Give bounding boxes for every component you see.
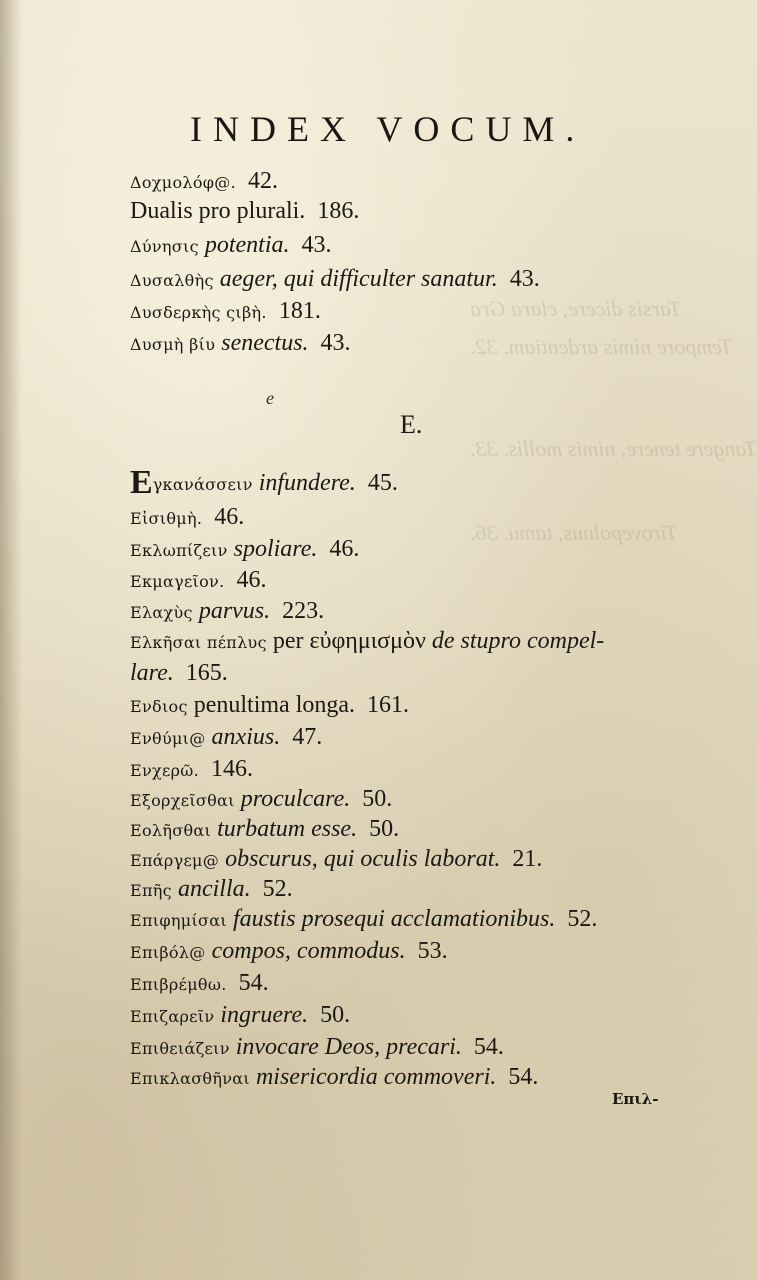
page-reference: 50.: [320, 1002, 351, 1028]
show-through-text: Tarsis dicere, clara Gra: [470, 296, 682, 321]
index-entry: [130, 690, 409, 722]
greek-headword: Δυσμὴ βίυ: [130, 335, 216, 354]
greek-headword: Εἰσιθμὴ.: [130, 509, 203, 528]
greek-headword: Επιβόλ@: [130, 943, 206, 962]
page-reference: 46.: [329, 536, 360, 562]
index-entry: [130, 464, 398, 501]
latin-gloss: potentia.: [204, 232, 290, 258]
page-reference: 165.: [185, 660, 228, 686]
page-reference: 54.: [473, 1034, 504, 1060]
page-reference: 181.: [278, 298, 321, 324]
greek-headword: Επιθειάζειν: [130, 1039, 230, 1058]
index-entry: [130, 1032, 504, 1064]
page-reference: 21.: [512, 846, 543, 872]
latin-gloss: compos, commodus.: [211, 938, 406, 964]
index-entry: [130, 296, 321, 328]
roman-gloss: penultima longa.: [193, 692, 356, 718]
index-entry: [130, 1062, 538, 1094]
greek-headword: Επῆς: [130, 881, 172, 900]
index-entry: [130, 502, 244, 534]
latin-gloss: turbatum esse.: [217, 816, 358, 842]
page-reference: 50.: [369, 816, 400, 842]
index-entry: [130, 904, 597, 936]
page-reference: 54.: [508, 1064, 539, 1090]
latin-gloss: anxius.: [211, 724, 281, 750]
page-reference: 47.: [292, 724, 323, 750]
roman-gloss: per εὐφημισμὸν: [272, 628, 426, 654]
page-reference: 54.: [238, 970, 269, 996]
index-entry: [130, 565, 266, 597]
greek-headword: Δυσαλθὴς: [130, 271, 214, 290]
greek-headword: Ενδιος: [130, 697, 188, 716]
index-entry: [130, 814, 399, 846]
latin-gloss: lare.: [130, 660, 174, 686]
latin-gloss: faustis prosequi acclamationibus.: [232, 906, 556, 932]
greek-headword: Δυσδερκὴς ςιβὴ.: [130, 303, 267, 322]
greek-headword: Δοχμολόφ@.: [130, 173, 236, 192]
greek-headword: Επιζαρεῖν: [130, 1007, 215, 1026]
page-reference: 46.: [214, 504, 245, 530]
index-entry: [130, 264, 540, 296]
greek-headword: Δύνησις: [130, 237, 199, 256]
catchword: Επιλ-: [612, 1090, 659, 1108]
greek-headword: Εολῆσθαι: [130, 821, 212, 840]
index-entry: [130, 626, 604, 658]
page-reference: 223.: [282, 598, 325, 624]
latin-gloss: parvus.: [198, 598, 271, 624]
page-reference: 52.: [262, 876, 293, 902]
page-reference: 45.: [367, 470, 398, 496]
page-reference: 43.: [301, 232, 332, 258]
stray-mark: e: [266, 388, 274, 408]
page-reference: 50.: [362, 786, 393, 812]
running-head: INDEX VOCUM.: [190, 109, 586, 149]
page-reference: 46.: [236, 567, 267, 593]
greek-headword: Επιβρέμθω.: [130, 975, 227, 994]
latin-gloss: ingruere.: [220, 1002, 309, 1028]
latin-gloss: senectus.: [221, 330, 309, 356]
show-through-text: Tempore nimis ardentiam. 32.: [470, 334, 733, 359]
latin-gloss: spoliare.: [233, 536, 318, 562]
index-entry: [130, 754, 253, 786]
latin-gloss: proculcare.: [240, 786, 351, 812]
spine-shadow: [0, 0, 22, 1280]
latin-gloss: de stupro compel-: [431, 628, 605, 654]
latin-gloss: misericordia commoveri.: [255, 1064, 497, 1090]
greek-headword: Επάργεμ@: [130, 851, 220, 870]
page-reference: 161.: [367, 692, 410, 718]
index-entry: [130, 874, 293, 906]
greek-headword: Ενχερῶ.: [130, 761, 200, 780]
page-reference: 42.: [247, 168, 278, 194]
index-entry: [130, 936, 448, 968]
greek-headword: Ελαχὺς: [130, 603, 193, 622]
index-entry: [130, 968, 269, 1000]
index-entry: [130, 166, 278, 198]
greek-headword: Επιφημίσαι: [130, 911, 227, 930]
index-entry: [130, 534, 359, 566]
greek-headword: Εκμαγεῖον.: [130, 572, 225, 591]
initial-letter: E: [130, 464, 153, 501]
roman-gloss: Dualis pro plurali.: [130, 198, 306, 224]
index-entry: [130, 230, 332, 262]
index-entry: [130, 844, 542, 876]
index-entry: [130, 596, 324, 628]
greek-headword: Επικλασθῆναι: [130, 1069, 250, 1088]
index-entry: [130, 784, 392, 816]
index-entry: [130, 196, 359, 226]
index-entry-continuation: [130, 658, 228, 688]
page-reference: 146.: [211, 756, 254, 782]
page-reference: 186.: [317, 198, 360, 224]
show-through-text: Tangere tenere, nimis mollis. 33.: [470, 436, 757, 461]
latin-gloss: infundere.: [258, 470, 356, 496]
page-reference: 43.: [509, 266, 540, 292]
page-reference: 43.: [320, 330, 351, 356]
latin-gloss: invocare Deos, precari.: [235, 1034, 462, 1060]
latin-gloss: aeger, qui difficulter sanatur.: [219, 266, 498, 292]
latin-gloss: obscurus, qui oculis laborat.: [225, 846, 501, 872]
index-entry: [130, 722, 322, 754]
index-entry: [130, 328, 351, 360]
greek-headword: Ελκῆσαι πέπλυς: [130, 633, 267, 652]
page-reference: 53.: [417, 938, 448, 964]
show-through-text: Tirovepolnus, tamu. 36.: [470, 520, 678, 545]
latin-gloss: ancilla.: [177, 876, 251, 902]
greek-headword: Ενθύμι@: [130, 729, 206, 748]
section-letter: E.: [400, 410, 423, 439]
index-entry: [130, 1000, 350, 1032]
greek-headword: γκανάσσειν: [152, 475, 253, 494]
greek-headword: Εκλωπίζειν: [130, 541, 228, 560]
greek-headword: Εξορχεῖσθαι: [130, 791, 235, 810]
page-reference: 52.: [567, 906, 598, 932]
